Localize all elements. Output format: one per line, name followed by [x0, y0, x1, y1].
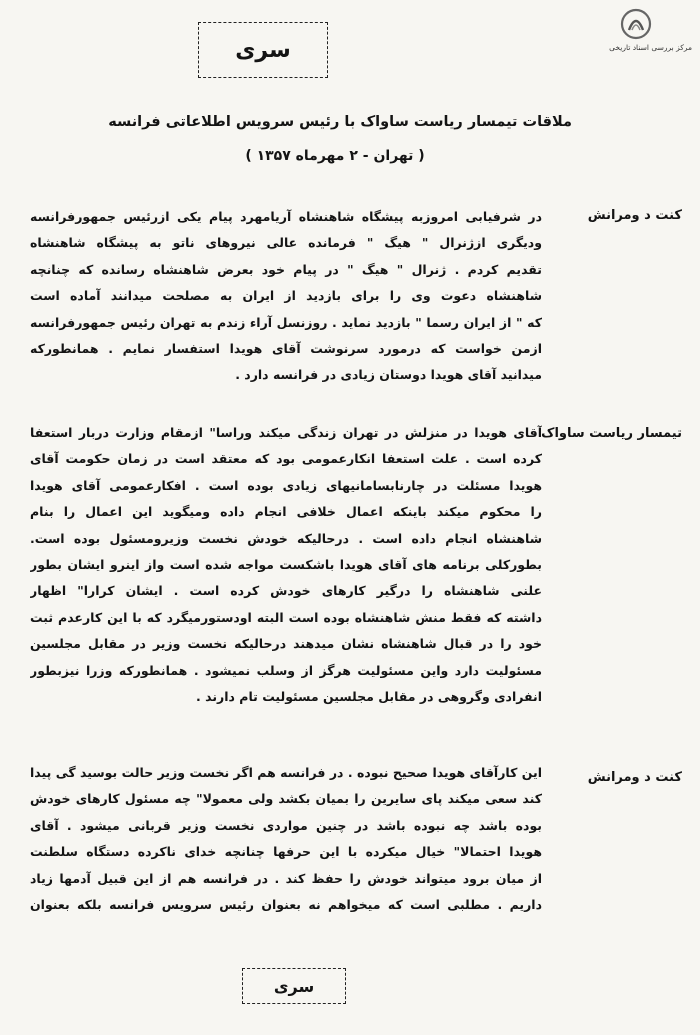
text-line: را محکوم میکند باینکه اعمال خلافی انجام داده ومیگوید این اعمال را بنام [30, 504, 542, 520]
text-line: آقای هویدا در منزلش در تهران زندگی میکند وراسا" ازمقام وزارت دربار استعفا [30, 425, 542, 440]
text-line: بطورکلی برنامه های آقای هویدا باشکست مواجه شده است واز اینرو ایشان بطور [30, 556, 542, 572]
text-line: ودیگری ازژنرال " هیگ " فرمانده عالی نیروهای ناتو به پیشگاه شاهنشاه [30, 235, 542, 251]
classification-stamp-top: سری [198, 22, 328, 78]
text-line: انفرادی وگروهی در مقابل مجلسین مسئولیت تام دارند . [196, 688, 542, 704]
text-line: که " از ایران رسما " بازدید نماید . روزنسل آراء زندم به تهران رئیس جمهورفرانسه [30, 314, 542, 330]
speaker-label-3: کنت د ومرانش [587, 770, 682, 785]
text-line: علنی شاهنشاه را درگیر کارهای خودش کرده است . ایشان کرارا" اظهار [30, 583, 542, 599]
text-line: ازمن خواست که درمورد سرنوشت آقای هویدا استفسار نمایم . همانطورکه [30, 340, 542, 356]
text-line: در شرفیابی امروزبه پیشگاه شاهنشاه آریامهرد پیام یکی ازرئیس جمهورفرانسه [30, 209, 542, 224]
text-line: کرده است . علت استعفا انکارعمومی بود که معتقد است در زمان حکومت آقای [30, 451, 542, 467]
classification-stamp-bottom: سری [242, 968, 346, 1004]
text-line: از میان برود میتواند خودش را حفظ کند . در فرانسه هم از این قبیل آدمها زیاد [30, 870, 542, 886]
text-line: میدانید آقای هویدا دوستان زیادی در فرانسه دارد . [235, 367, 542, 383]
document-date-line: ( تهران - ۲ مهرماه ۱۳۵۷ ) [245, 148, 425, 164]
dialogue-paragraph-2 [30, 420, 542, 710]
speaker-label-2: تیمسار ریاست ساواک [541, 426, 682, 441]
speaker-label-1: کنت د ومرانش [587, 208, 682, 223]
text-line: شاهنشاه انجام داده است . درحالیکه خودش نخست وزیرومسئول بوده است. [30, 530, 542, 546]
archive-logo [582, 8, 692, 60]
text-line: داریم . مطلبی است که میخواهم نه بعنوان رئیس سرویس فرانسه بلکه بعنوان [30, 896, 542, 912]
text-line: شاهنشاه دعوت وی را برای بازدید از ایران به مصلحت میدانند آماده است [30, 288, 542, 304]
text-line: مسئولیت دارد واین مسئولیت هرگز از وسلب نمیشود . همانطورکه وزرا نیزبطور [30, 662, 542, 678]
text-line: کند سعی میکند پای سایرین را بمیان بکشد ولی معمولا" چه مسئول کارهای خودش [30, 791, 542, 807]
archive-name: مرکز بررسی اسناد تاریخی [609, 43, 692, 52]
text-line: بوده باشد چه نبوده باشد در چنین مواردی نخست وزیر قربانی میشود . آقای [30, 817, 542, 833]
document-title: ملاقات تیمسار ریاست ساواک با رئیس سرویس اطلاعاتی فرانسه [108, 114, 572, 130]
text-line: تقدیم کردم . ژنرال " هیگ " در پیام خود بعرض شاهنشاه رسانده که چنانچه [30, 261, 542, 277]
text-line: هویدا احتمالا" خیال میکرده با این حرفها چنانچه خدای ناکرده دستگاه سلطنت [30, 844, 542, 860]
text-line: هویدا مسئلت در چارنابسامانیهای زیادی بوده است . افکارعمومی آقای هویدا [30, 477, 542, 493]
dialogue-paragraph-3 [30, 760, 542, 918]
text-line: داشته که فقط منش شاهنشاه بوده است البته اودستورمیگرد که با این کارعدم ثبت [30, 609, 542, 625]
text-line: این کارآقای هویدا صحیح نبوده . در فرانسه هم اگر نخست وزیر حالت بوسید گی پیدا [30, 765, 542, 780]
text-line: خود را در قبال شاهنشاه نشان میدهند درحالیکه نخست وزیر در مقابل مجلسین [30, 636, 542, 652]
archive-logo-icon [620, 8, 652, 40]
dialogue-paragraph-1 [30, 204, 542, 389]
